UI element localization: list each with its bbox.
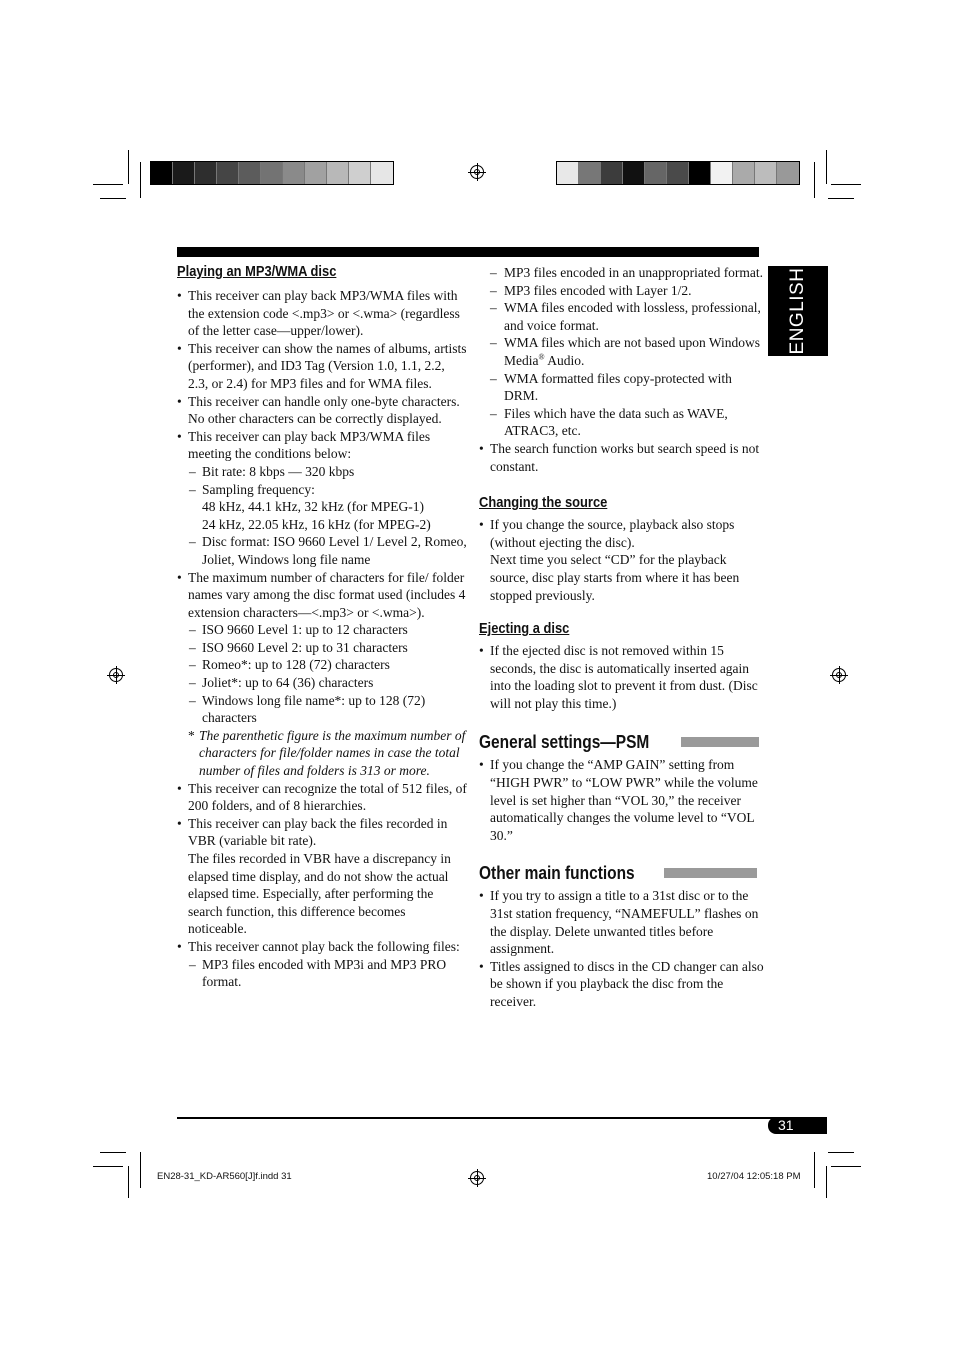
registration-mark-icon [109,668,123,682]
crop-mark [814,162,815,198]
sub-list-item: – WMA files which are not based upon Windows Media® Audio. [479,334,764,369]
list-item: • The search function works but search speed is not constant. [479,440,764,475]
footer-rule [177,1117,827,1119]
crop-mark [831,1166,861,1167]
column-left [177,262,467,991]
footnote: * The parenthetic figure is the maximum number of characters for file/folder names in case the total number of files and folders is 313 or more. [188,727,466,779]
crop-mark [100,198,126,199]
sub-list-item: – Sampling frequency: 48 kHz, 44.1 kHz, 32 kHz (for MPEG-1) 24 kHz, 22.05 kHz, 16 kHz (for MPEG-2) [177,481,467,534]
sub-list-item: – Joliet*: up to 64 (36) characters [177,674,467,692]
crop-mark [828,198,854,199]
registration-mark-icon [470,1171,484,1185]
crop-mark [831,184,861,185]
page-number: 31 [768,1117,827,1134]
registration-mark-icon [470,165,484,179]
sub-list-item: – MP3 files encoded with Layer 1/2. [479,282,764,300]
list-item: • If you change the source, playback also stops (without ejecting the disc). Next time you select “CD” for the playback source, disc play starts from where it has been stopped previously. [479,516,764,604]
list-item: • This receiver can recognize the total of 512 files, of 200 folders, and of 8 hierarchies. [177,780,467,815]
registration-mark-icon [832,668,846,682]
crop-mark [128,150,129,184]
list-item: • The maximum number of characters for file/ folder names vary among the disc format used (includes 4 extension characters—<.mp3> or <.wma>). [177,569,467,622]
heading-bar [664,868,757,878]
list-item: • This receiver can play back the files recorded in VBR (variable bit rate). The files recorded in VBR have a discrepancy in elapsed time display, and do not show the actual elapsed time. Especially, after performing the search function, this difference becomes noticeable. [177,815,467,938]
color-bar-right [556,161,800,185]
sub-list-item: – WMA files encoded with lossless, professional, and voice format. [479,299,764,334]
crop-mark [140,162,141,198]
section-heading-ejecting: Ejecting a disc [479,620,570,638]
sub-list-item: – ISO 9660 Level 2: up to 31 characters [177,639,467,657]
slug-file-name: EN28-31_KD-AR560[J]f.indd 31 [157,1171,292,1182]
section-heading-playing: Playing an MP3/WMA disc [177,263,337,280]
crop-mark [814,1152,815,1188]
sub-list-item: – Disc format: ISO 9660 Level 1/ Level 2, Romeo, Joliet, Windows long file name [177,533,467,568]
crop-mark [828,1152,854,1153]
section-heading-other: Other main functions [479,861,757,885]
sub-list-item: – Bit rate: 8 kbps — 320 kbps [177,463,467,481]
crop-mark [100,1152,126,1153]
crop-mark [128,1166,129,1198]
sub-list-item: – Windows long file name*: up to 128 (72) characters [177,692,467,727]
slug-timestamp: 10/27/04 12:05:18 PM [707,1171,801,1182]
sub-list-item: – Romeo*: up to 128 (72) characters [177,656,467,674]
column-right [479,262,764,1011]
list-item: • This receiver can play back MP3/WMA files with the extension code <.mp3> or <.wma> (regardless of the letter case—upper/lower). [177,287,467,340]
color-bar-left [150,161,394,185]
list-item: • If you change the “AMP GAIN” setting from “HIGH PWR” to “LOW PWR” while the volume level is set higher than “VOL 30,” the receiver automatically changes the volume level to “VOL 30.” [479,756,764,844]
header-rule [177,247,759,257]
sub-list-item: – MP3 files encoded with MP3i and MP3 PRO format. [177,956,467,991]
crop-mark [93,1166,123,1167]
crop-mark [826,1166,827,1198]
sub-list-item: – ISO 9660 Level 1: up to 12 characters [177,621,467,639]
sub-list-item: – WMA formatted files copy-protected with DRM. [479,370,764,405]
list-item: • This receiver can play back MP3/WMA files meeting the conditions below: [177,428,467,463]
list-item: • If the ejected disc is not removed within 15 seconds, the disc is automatically inserted again into the loading slot to prevent it from dust. (Disc will not play this time.) [479,642,764,712]
crop-mark [93,184,123,185]
list-item: • This receiver cannot play back the following files: [177,938,467,956]
section-heading-general: General settings—PSM [479,730,759,754]
crop-mark [140,1152,141,1188]
crop-mark [826,150,827,184]
sub-list-item: – Files which have the data such as WAVE, ATRAC3, etc. [479,405,764,440]
list-item: • This receiver can show the names of albums, artists (performer), and ID3 Tag (Version 1.0, 1.1, 2.2, 2.3, or 2.4) for MP3 files and for WMA files. [177,340,467,393]
sub-list-item: – MP3 files encoded in an unappropriated format. [479,264,764,282]
list-item: • This receiver can handle only one-byte characters. No other characters can be correctly displayed. [177,393,467,428]
list-item: • If you try to assign a title to a 31st disc or to the 31st station frequency, “NAMEFULL” flashes on the display. Delete unwanted titles before assignment. [479,887,764,957]
list-item: • Titles assigned to discs in the CD changer can also be shown if you playback the disc from the receiver. [479,958,764,1011]
language-tab: ENGLISH [768,266,828,356]
section-heading-changing: Changing the source [479,494,608,512]
heading-bar [681,737,759,747]
